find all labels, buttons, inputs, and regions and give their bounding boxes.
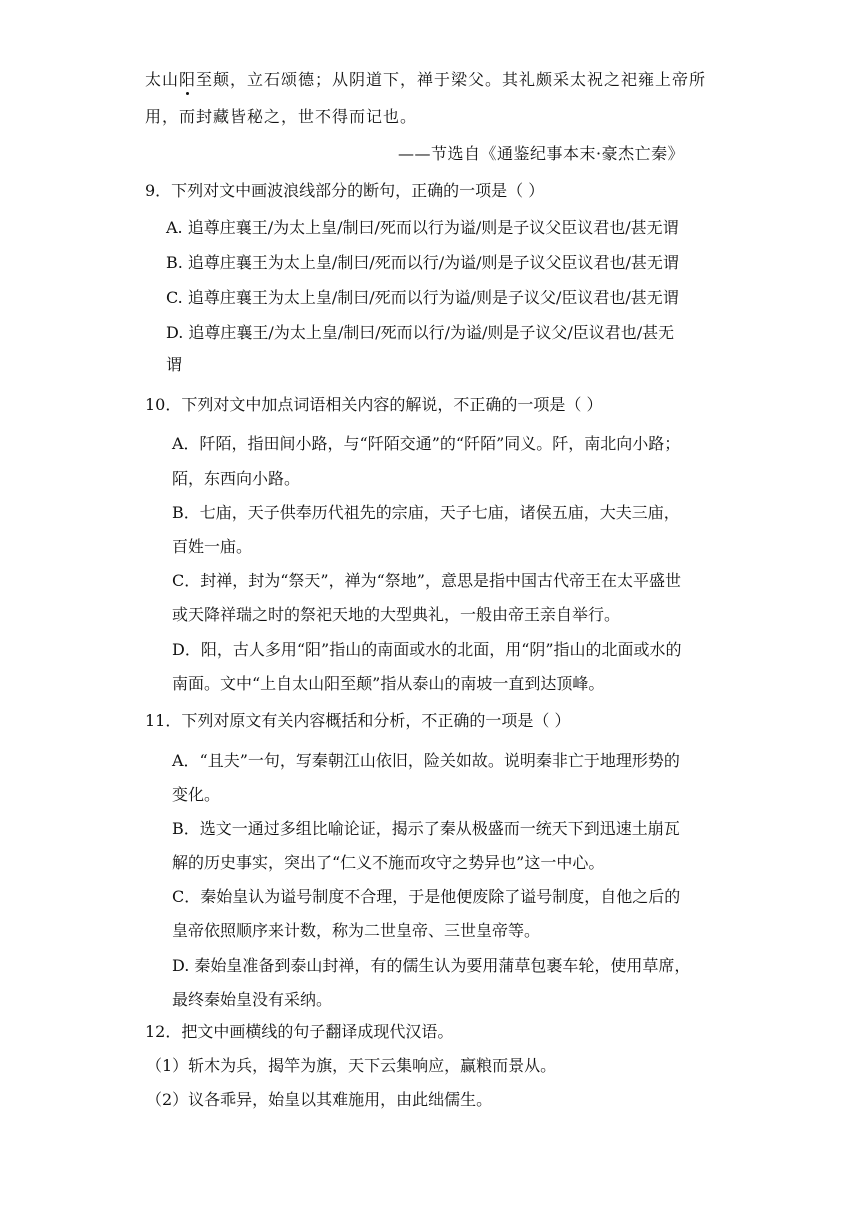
emphasis-dot-char: 阳 [179, 70, 197, 89]
q9-option-c: C. 追尊庄襄王为太上皇/制曰/死而以行为谥/则是子议父/臣议君也/甚无谓 [166, 288, 679, 307]
q12-sentence-1: （1）斩木为兵，揭竿为旗，天下云集响应，赢粮而景从。 [146, 1056, 557, 1075]
q10-option-a-line2: 陌，东西向小路。 [172, 469, 301, 488]
q9-stem: 9．下列对文中画波浪线部分的断句，正确的一项是（ ） [145, 181, 545, 200]
q11-option-a-line2: 变化。 [172, 785, 221, 804]
q11-option-d-line1: D. 秦始皇准备到泰山封禅，有的儒生认为要用蒲草包裹车轮，使用草席， [172, 956, 691, 975]
q12-stem: 12．把文中画横线的句子翻译成现代汉语。 [145, 1022, 454, 1041]
q11-option-a-line1: A．“且夫”一句，写秦朝江山依旧，险关如故。说明秦非亡于地理形势的 [172, 751, 680, 770]
passage-source: ——节选自《通鉴纪事本末·豪杰亡秦》 [398, 144, 685, 163]
q11-option-d-line2: 最终秦始皇没有采纳。 [172, 990, 333, 1009]
q9-option-d-line2: 谓 [166, 355, 183, 374]
q11-option-c-line2: 皇帝依照顺序来计数，称为二世皇帝、三世皇帝等。 [172, 921, 541, 940]
q9-option-d-line1: D. 追尊庄襄王/为太上皇/制曰/死而以行/为谥/则是子议父/臣议君也/甚无 [166, 323, 675, 342]
q10-option-b-line2: 百姓一庙。 [172, 537, 253, 556]
passage-line-1: 太山阳至颠，立石颂德；从阴道下，禅于梁父。其礼颇采太祝之祀雍上帝所 [145, 70, 707, 89]
q10-option-a-line1: A．阡陌，指田间小路，与“阡陌交通”的“阡陌”同义。阡，南北向小路； [172, 434, 681, 453]
q11-option-b-line1: B．选文一通过多组比喻论证，揭示了秦从极盛而一统天下到迅速土崩瓦 [172, 819, 680, 838]
q11-option-b-line2: 解的历史事实，突出了“仁义不施而攻守之势异也”这一中心。 [172, 853, 605, 872]
q10-option-c-line1: C．封禅，封为“祭天”，禅为“祭地”，意思是指中国古代帝王在太平盛世 [172, 571, 681, 590]
q10-option-b-line1: B．七庙，天子供奉历代祖先的宗庙，天子七庙，诸侯五庙，大夫三庙， [172, 503, 680, 522]
q9-option-a: A. 追尊庄襄王/为太上皇/制曰/死而以行为谥/则是子议父臣议君也/甚无谓 [166, 218, 679, 237]
passage-line-2: 用，而封藏皆秘之，世不得而记也。 [145, 107, 418, 126]
q9-option-b: B. 追尊庄襄王为太上皇/制曰/死而以行/为谥/则是子议父臣议君也/甚无谓 [166, 253, 679, 272]
q10-option-c-line2: 或天降祥瑞之时的祭祀天地的大型典礼，一般由帝王亲自举行。 [172, 605, 621, 624]
q10-stem: 10．下列对文中加点词语相关内容的解说，不正确的一项是（ ） [145, 395, 603, 414]
q10-option-d-line1: D．阳，古人多用“阳”指山的南面或水的北面，用“阴”指山的北面或水的 [172, 640, 682, 659]
q10-option-d-line2: 南面。文中“上自太山阳至颠”指从泰山的南坡一直到达顶峰。 [172, 674, 605, 693]
q11-option-c-line1: C．秦始皇认为谥号制度不合理，于是他便废除了谥号制度，自他之后的 [172, 887, 681, 906]
q11-stem: 11．下列对原文有关内容概括和分析，不正确的一项是（ ） [145, 711, 571, 730]
q12-sentence-2: （2）议各乖异，始皇以其难施用，由此绌儒生。 [146, 1090, 493, 1109]
